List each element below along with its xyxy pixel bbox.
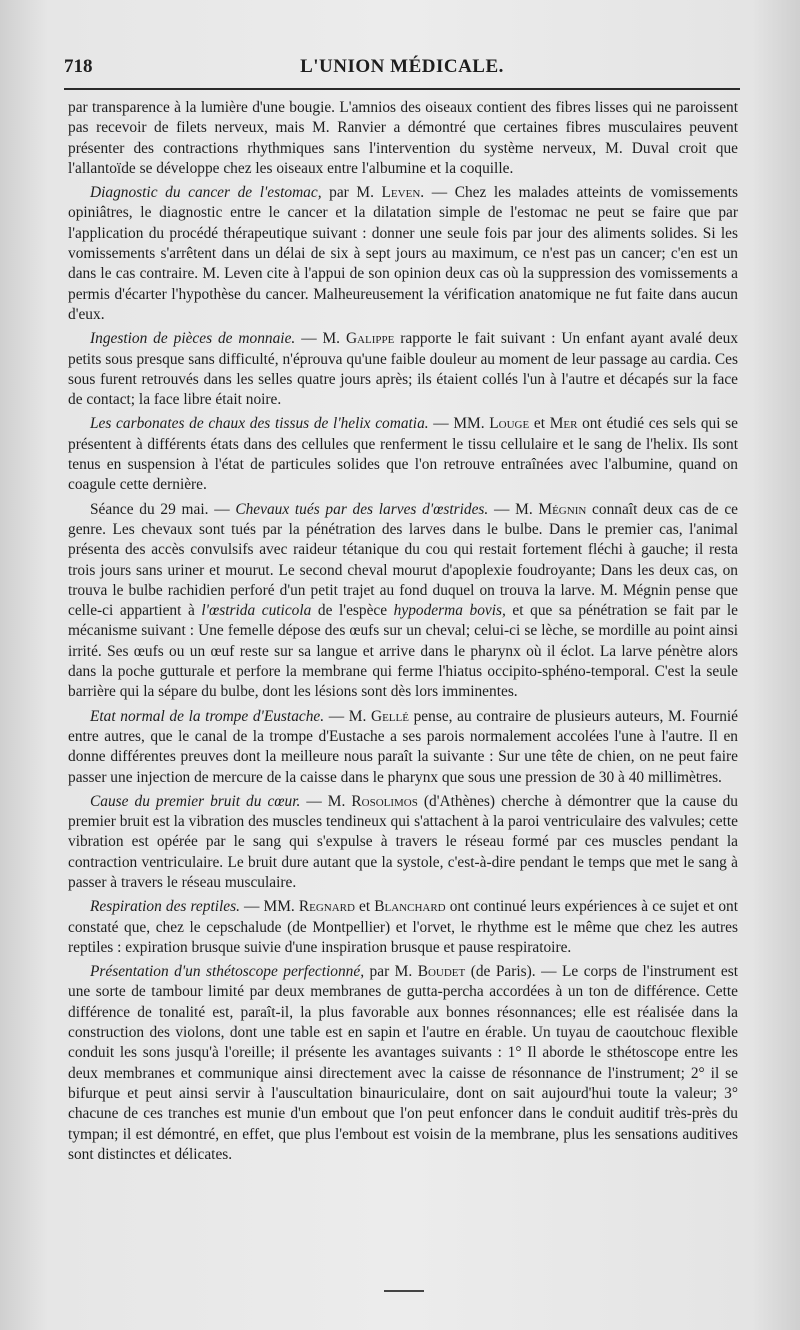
italic-heading: Les carbonates de chaux des tissus de l'helix comatia.: [90, 415, 429, 433]
paragraph-text: de l'espèce: [311, 602, 394, 620]
paragraph: [68, 707, 738, 788]
paragraph-text: Séance du 29 mai. —: [90, 500, 236, 518]
paragraph: [68, 792, 738, 893]
italic-heading: hypoderma bovis,: [393, 602, 506, 620]
paragraph: [68, 962, 738, 1165]
paragraph: [68, 897, 738, 958]
italic-heading: Ingestion de pièces de monnaie.: [90, 330, 296, 348]
italic-heading: l'œstrida cuticola: [201, 602, 312, 620]
author-name: Boudet: [417, 963, 466, 981]
article-body: [68, 98, 738, 1165]
author-name: Galippe: [345, 330, 395, 348]
page-header: [64, 56, 740, 84]
paragraph: [68, 414, 738, 495]
journal-title: L'UNION MÉDICALE.: [300, 56, 504, 77]
header-rule: [64, 88, 740, 90]
paragraph-text: — M.: [488, 500, 539, 518]
author-name: Leven: [381, 184, 421, 202]
italic-heading: Etat normal de la trompe d'Eustache.: [90, 707, 325, 725]
author-name: Rosolimos: [351, 792, 418, 810]
paragraph-text: et que sa pénétration se fait par le mécanisme suivant : Une femelle dépose des œufs sur un cheval; celui-ci se lèche, se mordille au point ainsi irrité. Ses œufs ou un œuf reste sur sa langue et arrive dans le pharynx où il éclot. La larve pénètre alors dans la poche gutturale et perfore la membrane qui ferme l'hiatus occipito-sphéno-temporal. C'est la seule barrière qui la sépare du bulbe, dont les lésions sont dès lors imminentes.: [68, 602, 738, 701]
paragraph-text: et: [354, 898, 375, 916]
author-name: Louge: [489, 415, 530, 433]
italic-heading: Présentation d'un sthétoscope perfectionné,: [90, 963, 365, 981]
author-name: Regnard: [298, 898, 355, 916]
paragraph-text: pense, au contraire de plusieurs auteurs, M. Fournié entre autres, que le canal de la trompe d'Eustache a ses parois normalement accolées l'une à l'autre. Il en donne différentes preuves dont la meilleure nous paraît la suivante : Sur une tête de chien, on ne peut faire passer une injection de mercure de la caisse dans le pharynx que sous une pression de 30 à 40 millimètres.: [68, 707, 739, 786]
paragraph-text: ont étudié ces sels qui se présentent à différents états dans des cellules que renferment le tissu cellulaire et le sang de l'helix. Ils sont tenus en suspension à l'état de particules solides que l'on retrouve entraînées avec l'albumine, quand on coagule cette dernière.: [68, 415, 738, 494]
paragraph-text: (de Paris). — Le corps de l'instrument est une sorte de tambour limité par deux membranes de gutta-percha accordées à un ton de différence. Cette différence de tonalité est, paraît-il, la plus favorable aux bonnes résonnances; elle est réalisée dans la construction des violons, dont une table est en sapin et l'autre en érable. Un tuyau de caoutchouc flexible conduit les sons jusqu'à l'oreille; il présente les avantages suivants : 1° Il aborde le sthétoscope entre les deux membranes et communique ainsi directement avec la caisse de résonnance de l'instrument; 2° il se bifurque et peut ainsi servir à l'auscultation binauriculaire, dont on sait aujourd'hui toute la valeur; 3° chacune de ces tranches est munie d'un embout que l'on peut enfoncer dans le conduit auditif très-près du tympan; il est démontré, en effet, que plus l'embout est voisin de la membrane, plus les sensations auditives sont distinctes et délicates.: [68, 963, 738, 1163]
paragraph-text: par M.: [321, 184, 382, 202]
italic-heading: Respiration des reptiles.: [90, 898, 240, 916]
paragraph-text: connaît deux cas de ce genre. Les chevaux sont tués par la pénétration des larves dans le bulbe. Dans le premier cas, l'animal présenta des accès convulsifs avec raideur tétanique du cou qui restait fortement fléchi à gauche; il resta trois jours sans uriner et mourut. Le second cheval mourut d'apoplexie foudroyante; Dans les deux cas, on trouva le bulbe rachidien perforé d'un petit trajet au fond duquel on trouva la larve. M. Mégnin pense que celle-ci appartient à: [68, 500, 739, 620]
paragraph-text: — M.: [324, 707, 371, 725]
paragraph-text: — MM.: [428, 415, 490, 433]
footer-ornament: [384, 1290, 424, 1292]
paragraph: [68, 500, 738, 703]
paragraph-text: par M.: [364, 963, 418, 981]
paragraph-text: par transparence à la lumière d'une bougie. L'amnios des oiseaux contient des fibres lisses qui ne paroissent pas recevoir de filets nerveux, mais M. Ranvier a démontré que certaines fibres musculaires peuvent présenter des contractions rhythmiques sans l'intervention du système nerveux, M. Duval croit que l'allantoïde se développe chez les oiseaux entre l'albumine et la coquille.: [68, 99, 738, 177]
paragraph: [68, 98, 738, 179]
italic-heading: Diagnostic du cancer de l'estomac,: [90, 184, 322, 202]
author-name: Mégnin: [538, 500, 587, 518]
paragraph-text: . — Chez les malades atteints de vomissements opiniâtres, le diagnostic entre le cancer et la dilatation simple de l'estomac ne peut se faire que par l'application du procédé thérapeutique suivant : donner une seule fois par jour des aliments solides. Si les vomissements s'arrêtent dans un délai de six à sept jours au maximum, ce n'est pas un cancer; c'en est un dans le cas contraire. M. Leven cite à l'appui de son opinion deux cas où la suppression des vomissements a permis d'écarter l'hypothèse du cancer. Malheureusement la vérification anatomique ne fut faite dans aucun d'eux.: [68, 184, 738, 323]
page-number: 718: [64, 56, 93, 77]
paragraph-text: — MM.: [239, 898, 299, 916]
italic-heading: Chevaux tués par des larves d'œstrides.: [235, 500, 489, 518]
paragraph-text: — M.: [295, 330, 346, 348]
italic-heading: Cause du premier bruit du cœur.: [90, 792, 301, 810]
paragraph-text: et: [529, 415, 550, 433]
paragraph: [68, 329, 738, 410]
paragraph-text: ont continué leurs expériences à ce sujet et ont constaté que, chez le cepschalude (de Montpellier) et l'orvet, le rhythme est le même que chez les autres reptiles : expiration brusque suivie d'une inspiration brusque et pause respiratoire.: [68, 898, 738, 956]
paragraph-text: (d'Athènes) cherche à démontrer que la cause du premier bruit est la vibration des muscles tendineux qui s'attachent à la paroi ventriculaire des valvules; cette vibration est opérée par le sang qui s'expulse à travers le réseau formé par ces muscles pendant la contraction ventriculaire. Le bruit dure autant que la systole, c'est-à-dire pendant le temps que met le sang à passer à travers le réseau musculaire.: [68, 792, 739, 891]
paragraph-text: rapporte le fait suivant : Un enfant ayant avalé deux petits sous presque sans difficulté, n'éprouva qu'une faible douleur au moment de leur passage au cardia. Ces sous furent retrouvés dans les selles quatre jours après; ils étaient collés l'un à l'autre et décapés sur la face de contact; la face libre était noire.: [68, 330, 739, 409]
author-name: Mer: [549, 415, 578, 433]
paragraph-text: — M.: [300, 792, 352, 810]
paragraph: [68, 183, 738, 325]
author-name: Gellé: [370, 707, 409, 725]
author-name: Blanchard: [374, 898, 446, 916]
